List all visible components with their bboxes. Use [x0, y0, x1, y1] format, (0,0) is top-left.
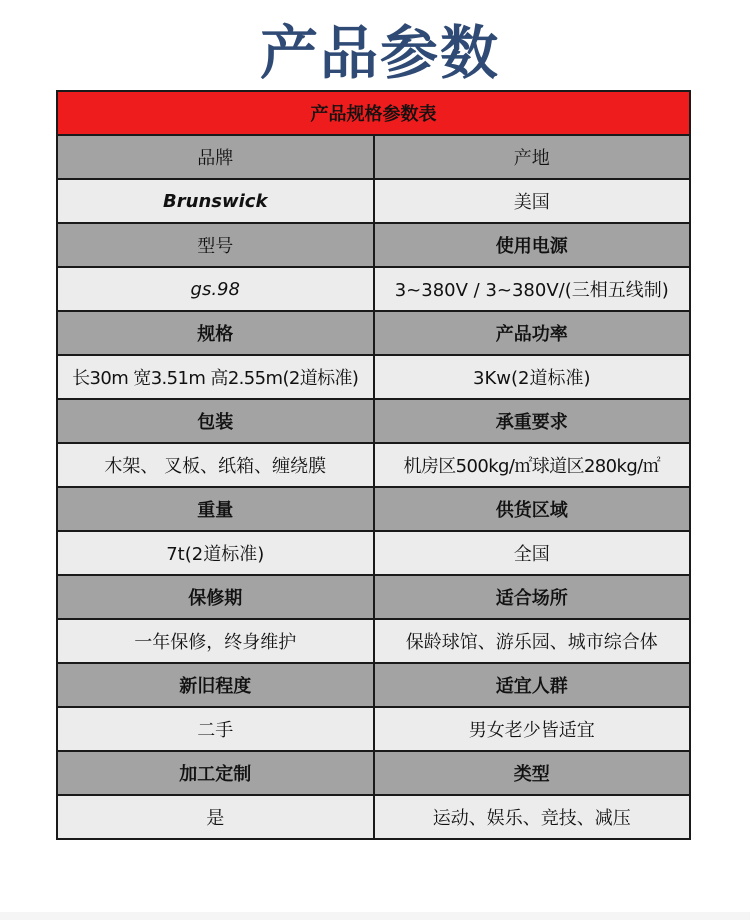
- value-customization: 是: [57, 795, 374, 839]
- value-power-supply: 3~380V / 3~380V/(三相五线制): [374, 267, 691, 311]
- label-power-supply: 使用电源: [374, 223, 691, 267]
- label-weight: 重量: [57, 487, 374, 531]
- value-condition: 二手: [57, 707, 374, 751]
- page-footer-strip: [0, 912, 750, 920]
- table-row: [57, 267, 690, 311]
- label-origin: 产地: [374, 135, 691, 179]
- table-row: [57, 487, 690, 531]
- page-title: 产品参数: [259, 19, 500, 87]
- value-packaging: 木架、 叉板、纸箱、缠绕膜: [57, 443, 374, 487]
- label-model: 型号: [57, 223, 374, 267]
- value-type: 运动、娱乐、竞技、减压: [374, 795, 691, 839]
- table-row: [57, 575, 690, 619]
- table-row: [57, 663, 690, 707]
- label-specification: 规格: [57, 311, 374, 355]
- table-row: [57, 795, 690, 839]
- value-brand: Brunswick: [57, 179, 374, 223]
- label-audience: 适宜人群: [374, 663, 691, 707]
- table-header-row: [57, 91, 690, 135]
- table-row: [57, 223, 690, 267]
- table-row: [57, 179, 690, 223]
- spec-table: [56, 90, 691, 840]
- table-row: [57, 355, 690, 399]
- table-row: [57, 531, 690, 575]
- value-warranty: 一年保修，终身维护: [57, 619, 374, 663]
- value-model: gs.98: [57, 267, 374, 311]
- value-supply-area: 全国: [374, 531, 691, 575]
- table-title: 产品规格参数表: [57, 91, 690, 135]
- value-origin: 美国: [374, 179, 691, 223]
- value-load-requirement: 机房区500kg/㎡球道区280kg/㎡: [374, 443, 691, 487]
- table-row: [57, 399, 690, 443]
- label-condition: 新旧程度: [57, 663, 374, 707]
- table-row: [57, 751, 690, 795]
- value-weight: 7t(2道标准): [57, 531, 374, 575]
- value-power: 3Kw(2道标准): [374, 355, 691, 399]
- value-audience: 男女老少皆适宜: [374, 707, 691, 751]
- value-specification: 长30m 宽3.51m 高2.55m(2道标准): [57, 355, 374, 399]
- label-power: 产品功率: [374, 311, 691, 355]
- label-brand: 品牌: [57, 135, 374, 179]
- label-supply-area: 供货区域: [374, 487, 691, 531]
- table-row: [57, 707, 690, 751]
- table-row: [57, 135, 690, 179]
- label-customization: 加工定制: [57, 751, 374, 795]
- value-venue: 保龄球馆、游乐园、城市综合体: [374, 619, 691, 663]
- label-venue: 适合场所: [374, 575, 691, 619]
- label-load-requirement: 承重要求: [374, 399, 691, 443]
- label-warranty: 保修期: [57, 575, 374, 619]
- label-packaging: 包装: [57, 399, 374, 443]
- table-row: [57, 311, 690, 355]
- label-type: 类型: [374, 751, 691, 795]
- table-row: [57, 619, 690, 663]
- table-row: [57, 443, 690, 487]
